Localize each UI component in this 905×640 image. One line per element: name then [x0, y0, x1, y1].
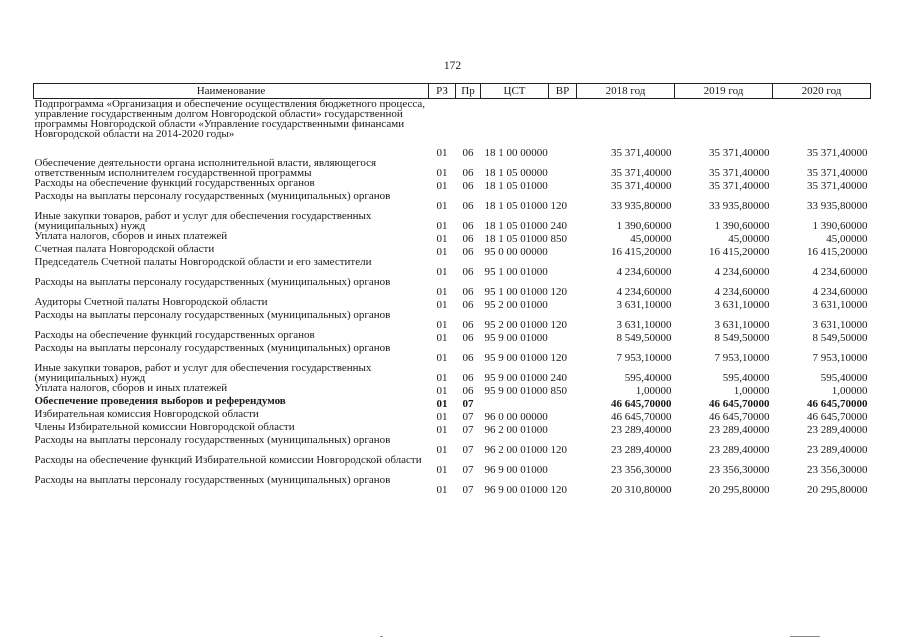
cell-y2018: 45,00000 — [630, 233, 672, 245]
cell-y2019: 35 371,40000 — [709, 167, 770, 179]
cell-y2019: 23 289,40000 — [709, 444, 770, 456]
cell-vr: 120 — [550, 319, 567, 331]
cell-name: Расходы на выплаты персоналу государственных (муниципальных) органов — [34, 342, 391, 354]
header-2020: 2020 год — [773, 84, 871, 99]
cell-cst: 96 2 00 01000 — [484, 424, 548, 436]
cell-name: Расходы на выплаты персоналу государственных (муниципальных) органов — [34, 474, 391, 486]
cell-y2018: 35 371,40000 — [611, 147, 672, 159]
header-vr: ВР — [549, 84, 577, 99]
cell-pr: 07 — [462, 411, 474, 423]
cell-name: Члены Избирательной комиссии Новгородской области — [34, 421, 295, 433]
table-header — [34, 84, 871, 99]
cell-vr: 120 — [550, 352, 567, 364]
cell-rz: 01 — [436, 398, 448, 410]
cell-vr — [549, 409, 577, 422]
scan-mark-right — [790, 636, 820, 637]
cell-rz: 01 — [436, 246, 448, 258]
cell-rz: 01 — [436, 299, 448, 311]
cell-y2018: 3 631,10000 — [616, 319, 672, 331]
cell-y2020: 46 645,70000 — [807, 411, 868, 423]
cell-name: Иные закупки товаров, работ и услуг для обеспечения государственных (муниципальных) нужд — [34, 362, 372, 384]
cell-vr — [549, 396, 577, 409]
cell-y2018: 46 645,70000 — [611, 398, 672, 410]
cell-rz: 01 — [436, 332, 448, 344]
cell-cst: 18 1 05 01000 — [484, 200, 548, 212]
cell-name: Расходы на выплаты персоналу государственных (муниципальных) органов — [34, 434, 391, 446]
table-row — [34, 99, 871, 159]
cell-name: Счетная палата Новгородской области — [34, 243, 215, 255]
cell-y2020: 16 415,20000 — [807, 246, 868, 258]
cell-y2020: 23 356,30000 — [807, 464, 868, 476]
cell-vr — [549, 455, 577, 475]
cell-cst: 95 1 00 01000 — [484, 266, 548, 278]
cell-y2019: 1 390,60000 — [714, 220, 770, 232]
cell-y2019: 35 371,40000 — [709, 147, 770, 159]
budget-table — [33, 83, 871, 495]
scan-mark-left — [380, 636, 383, 637]
cell-y2018: 4 234,60000 — [616, 266, 672, 278]
cell-cst: 96 9 00 01000 — [484, 484, 548, 496]
cell-cst: 96 9 00 01000 — [484, 464, 548, 476]
cell-name: Обеспечение проведения выборов и референдумов — [34, 395, 286, 407]
cell-y2020: 45,00000 — [826, 233, 868, 245]
cell-rz: 01 — [436, 385, 448, 397]
cell-y2020: 8 549,50000 — [812, 332, 868, 344]
cell-y2019: 35 371,40000 — [709, 180, 770, 192]
cell-rz: 01 — [436, 464, 448, 476]
cell-y2018: 7 953,10000 — [616, 352, 672, 364]
cell-pr: 06 — [462, 266, 474, 278]
cell-name: Председатель Счетной палаты Новгородской области и его заместители — [34, 256, 372, 268]
cell-y2020: 4 234,60000 — [812, 266, 868, 278]
cell-y2019: 4 234,60000 — [714, 266, 770, 278]
cell-pr: 07 — [462, 484, 474, 496]
cell-rz: 01 — [436, 167, 448, 179]
cell-y2019: 4 234,60000 — [714, 286, 770, 298]
page-number: 172 — [443, 60, 462, 72]
cell-pr: 06 — [462, 385, 474, 397]
cell-cst: 18 1 05 00000 — [484, 167, 548, 179]
cell-rz: 01 — [436, 266, 448, 278]
table-row — [34, 343, 871, 363]
cell-name: Расходы на выплаты персоналу государственных (муниципальных) органов — [34, 276, 391, 288]
cell-rz: 01 — [436, 147, 448, 159]
header-name: Наименование — [34, 84, 429, 99]
cell-name: Подпрограмма «Организация и обеспечение осуществления бюджетного процесса, управление государственным долгом Новгородской области» государственной программы Новгородской области «Управление государственными финансами Новгородской области на 2014-2020 годы» — [34, 98, 426, 140]
cell-pr: 07 — [462, 444, 474, 456]
header-cst: ЦСТ — [481, 84, 549, 99]
cell-vr — [549, 244, 577, 257]
cell-y2019: 3 631,10000 — [714, 299, 770, 311]
cell-vr — [549, 158, 577, 178]
cell-rz: 01 — [436, 424, 448, 436]
cell-cst: 95 9 00 01000 — [484, 385, 548, 397]
cell-y2020: 46 645,70000 — [807, 398, 868, 410]
cell-pr: 06 — [462, 246, 474, 258]
cell-rz: 01 — [436, 444, 448, 456]
cell-pr: 06 — [462, 352, 474, 364]
header-row — [34, 84, 871, 99]
cell-y2019: 1,00000 — [733, 385, 770, 397]
cell-pr: 06 — [462, 299, 474, 311]
cell-pr: 06 — [462, 372, 474, 384]
cell-vr: 120 — [550, 286, 567, 298]
cell-vr — [549, 297, 577, 310]
cell-pr: 06 — [462, 319, 474, 331]
header-2018: 2018 год — [577, 84, 675, 99]
cell-y2020: 1,00000 — [831, 385, 868, 397]
cell-y2019: 46 645,70000 — [709, 411, 770, 423]
table-row — [34, 455, 871, 475]
cell-y2019: 595,40000 — [722, 372, 770, 384]
cell-y2018: 33 935,80000 — [611, 200, 672, 212]
cell-name: Расходы на обеспечение функций Избирательной комиссии Новгородской области — [34, 454, 422, 466]
table-row — [34, 310, 871, 330]
cell-y2020: 23 289,40000 — [807, 444, 868, 456]
cell-name: Аудиторы Счетной палаты Новгородской области — [34, 296, 268, 308]
table-row — [34, 435, 871, 455]
cell-name: Обеспечение деятельности органа исполнительной власти, являющегося ответственным исполнителем государственной программы — [34, 157, 377, 179]
cell-name: Иные закупки товаров, работ и услуг для обеспечения государственных (муниципальных) нужд — [34, 210, 372, 232]
cell-cst: 95 2 00 01000 — [484, 299, 548, 311]
cell-y2020: 1 390,60000 — [812, 220, 868, 232]
table-row — [34, 475, 871, 495]
cell-cst: 95 9 00 01000 — [484, 372, 548, 384]
cell-rz: 01 — [436, 220, 448, 232]
cell-rz: 01 — [436, 200, 448, 212]
cell-y2018: 8 549,50000 — [616, 332, 672, 344]
cell-cst: 95 9 00 01000 — [484, 352, 548, 364]
cell-y2020: 20 295,80000 — [807, 484, 868, 496]
cell-rz: 01 — [436, 484, 448, 496]
cell-y2019: 33 935,80000 — [709, 200, 770, 212]
cell-cst: 95 2 00 01000 — [484, 319, 548, 331]
cell-cst: 18 1 00 00000 — [484, 147, 548, 159]
cell-y2019: 45,00000 — [728, 233, 770, 245]
cell-vr — [549, 330, 577, 343]
cell-rz: 01 — [436, 352, 448, 364]
cell-pr: 07 — [462, 464, 474, 476]
cell-y2018: 1,00000 — [635, 385, 672, 397]
cell-pr: 07 — [462, 424, 474, 436]
header-rz: РЗ — [429, 84, 456, 99]
cell-pr: 06 — [462, 200, 474, 212]
cell-vr — [549, 257, 577, 277]
table-row — [34, 277, 871, 297]
table-row — [34, 191, 871, 211]
table-row — [34, 257, 871, 277]
cell-y2018: 3 631,10000 — [616, 299, 672, 311]
cell-cst: 18 1 05 01000 — [484, 180, 548, 192]
cell-vr: 120 — [550, 200, 567, 212]
cell-y2019: 8 549,50000 — [714, 332, 770, 344]
header-2019: 2019 год — [675, 84, 773, 99]
cell-cst: 95 0 00 00000 — [484, 246, 548, 258]
header-pr: Пр — [456, 84, 481, 99]
cell-y2018: 35 371,40000 — [611, 167, 672, 179]
cell-y2020: 35 371,40000 — [807, 167, 868, 179]
cell-vr — [549, 99, 577, 159]
cell-rz: 01 — [436, 233, 448, 245]
cell-cst: 96 0 00 00000 — [484, 411, 548, 423]
cell-vr: 240 — [550, 372, 567, 384]
table-row — [34, 211, 871, 231]
cell-y2020: 33 935,80000 — [807, 200, 868, 212]
cell-y2019: 16 415,20000 — [709, 246, 770, 258]
cell-y2018: 23 289,40000 — [611, 444, 672, 456]
cell-vr — [549, 178, 577, 191]
cell-pr: 06 — [462, 220, 474, 232]
cell-name: Расходы на обеспечение функций государственных органов — [34, 177, 315, 189]
cell-name: Расходы на выплаты персоналу государственных (муниципальных) органов — [34, 190, 391, 202]
cell-name: Уплата налогов, сборов и иных платежей — [34, 230, 228, 242]
cell-y2018: 23 289,40000 — [611, 424, 672, 436]
cell-name: Расходы на выплаты персоналу государственных (муниципальных) органов — [34, 309, 391, 321]
cell-cst: 95 9 00 01000 — [484, 332, 548, 344]
cell-y2019: 23 356,30000 — [709, 464, 770, 476]
cell-rz: 01 — [436, 372, 448, 384]
cell-y2019: 3 631,10000 — [714, 319, 770, 331]
cell-rz: 01 — [436, 286, 448, 298]
cell-rz: 01 — [436, 319, 448, 331]
cell-pr: 06 — [462, 286, 474, 298]
cell-name: Расходы на обеспечение функций государственных органов — [34, 329, 315, 341]
cell-pr: 06 — [462, 167, 474, 179]
cell-pr: 06 — [462, 180, 474, 192]
cell-pr: 06 — [462, 233, 474, 245]
cell-y2018: 4 234,60000 — [616, 286, 672, 298]
cell-y2019: 20 295,80000 — [709, 484, 770, 496]
table-row — [34, 363, 871, 383]
cell-y2018: 46 645,70000 — [611, 411, 672, 423]
cell-y2018: 20 310,80000 — [611, 484, 672, 496]
cell-y2020: 3 631,10000 — [812, 319, 868, 331]
cell-y2019: 7 953,10000 — [714, 352, 770, 364]
cell-vr: 120 — [550, 484, 567, 496]
cell-pr: 07 — [462, 398, 474, 410]
cell-pr: 06 — [462, 147, 474, 159]
cell-vr: 240 — [550, 220, 567, 232]
cell-y2018: 16 415,20000 — [611, 246, 672, 258]
cell-vr: 850 — [550, 385, 567, 397]
cell-y2018: 1 390,60000 — [616, 220, 672, 232]
table-row — [34, 158, 871, 178]
cell-pr: 06 — [462, 332, 474, 344]
cell-y2020: 4 234,60000 — [812, 286, 868, 298]
cell-cst — [481, 396, 549, 409]
cell-y2019: 23 289,40000 — [709, 424, 770, 436]
cell-y2020: 595,40000 — [820, 372, 868, 384]
cell-y2019: 46 645,70000 — [709, 398, 770, 410]
cell-y2018: 35 371,40000 — [611, 180, 672, 192]
cell-cst: 95 1 00 01000 — [484, 286, 548, 298]
cell-y2020: 35 371,40000 — [807, 147, 868, 159]
cell-vr: 850 — [550, 233, 567, 245]
cell-y2018: 23 356,30000 — [611, 464, 672, 476]
cell-name: Избирательная комиссия Новгородской области — [34, 408, 259, 420]
cell-rz: 01 — [436, 411, 448, 423]
cell-y2020: 3 631,10000 — [812, 299, 868, 311]
cell-cst: 96 2 00 01000 — [484, 444, 548, 456]
cell-cst: 18 1 05 01000 — [484, 220, 548, 232]
cell-rz: 01 — [436, 180, 448, 192]
cell-y2020: 35 371,40000 — [807, 180, 868, 192]
cell-y2020: 7 953,10000 — [812, 352, 868, 364]
cell-y2018: 595,40000 — [624, 372, 672, 384]
cell-vr — [549, 422, 577, 435]
cell-cst: 18 1 05 01000 — [484, 233, 548, 245]
cell-vr: 120 — [550, 444, 567, 456]
cell-name: Уплата налогов, сборов и иных платежей — [34, 382, 228, 394]
cell-y2020: 23 289,40000 — [807, 424, 868, 436]
table-body — [34, 99, 871, 496]
